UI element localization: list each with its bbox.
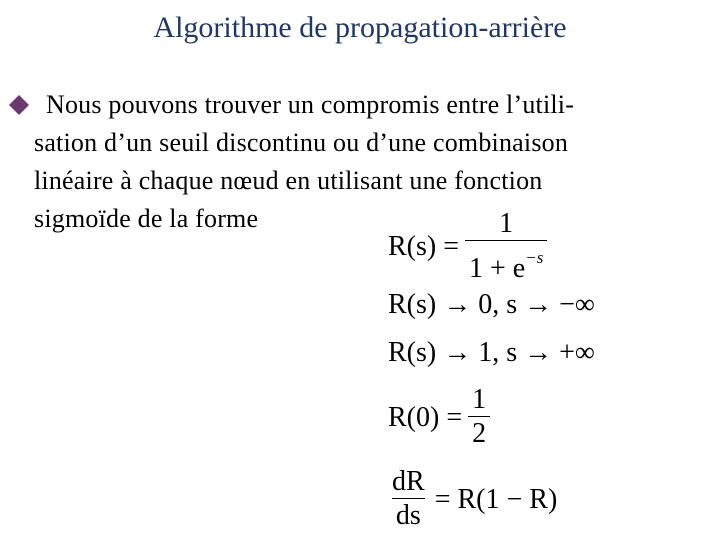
sigmoid-lhs: R(s) = <box>388 231 460 262</box>
slide-title: Algorithme de propagation-arrière <box>153 11 567 44</box>
sigmoid-fraction <box>465 208 547 286</box>
limit-negative-equation <box>388 286 595 324</box>
derivative-equation <box>388 466 557 533</box>
sigmoid-denominator-base: 1 + e <box>469 253 526 284</box>
derivative-numerator: dR <box>392 466 425 497</box>
sigmoid-numerator: 1 <box>499 208 514 239</box>
derivative-rhs: = R(1 − R) <box>434 483 558 515</box>
midpoint-numerator: 1 <box>472 384 487 415</box>
midpoint-equation <box>388 384 490 451</box>
paragraph-line-4: sigmoïde de la forme <box>34 204 259 233</box>
midpoint-fraction <box>468 384 490 451</box>
paragraph-line-2: sation d’un seuil discontinu ou d’une combinaison <box>34 128 569 157</box>
bullet-paragraph <box>34 86 714 238</box>
midpoint-lhs: R(0) = <box>388 401 463 433</box>
derivative-denominator: ds <box>392 498 425 533</box>
limit-negative-text: R(s) → 0, s → −∞ <box>388 289 595 320</box>
limit-positive-text: R(s) → 1, s → +∞ <box>388 337 595 368</box>
diamond-bullet-icon <box>8 94 30 116</box>
paragraph-line-1: Nous pouvons trouver un compromis entre l’utili- <box>46 90 575 119</box>
sigmoid-denominator <box>465 240 547 286</box>
limit-positive-equation <box>388 334 595 372</box>
sigmoid-exponent: −s <box>525 248 544 267</box>
paragraph-line-3: linéaire à chaque nœud en utilisant une fonction <box>34 166 543 195</box>
derivative-fraction <box>388 466 429 533</box>
midpoint-denominator: 2 <box>468 416 490 451</box>
sigmoid-equation <box>388 208 547 286</box>
